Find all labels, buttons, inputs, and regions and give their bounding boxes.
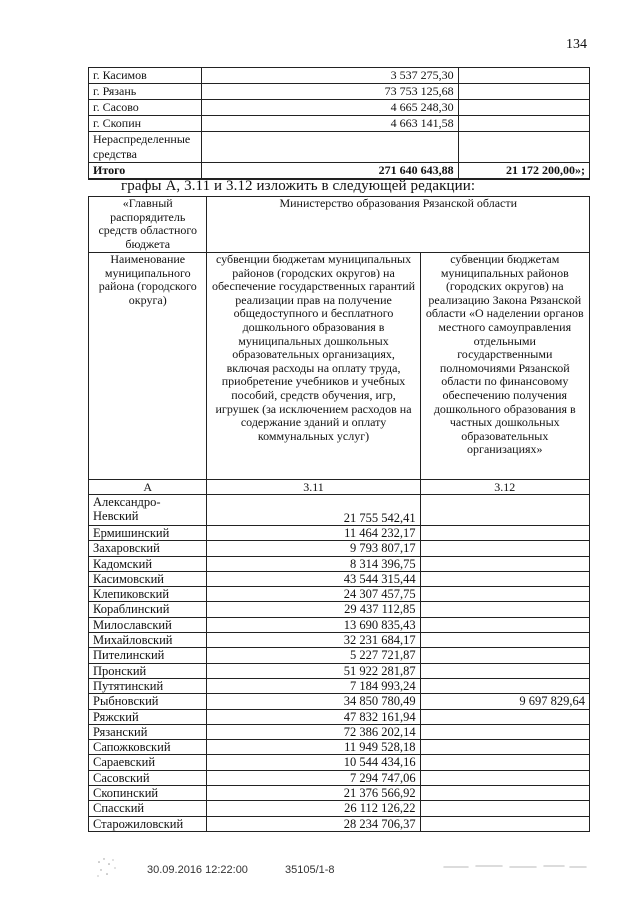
district-name: Сапожковский xyxy=(89,740,207,755)
top-table-total-row xyxy=(89,163,590,180)
top-table xyxy=(88,67,590,180)
district-value-312 xyxy=(420,587,589,602)
district-value-311: 11 949 528,18 xyxy=(207,740,420,755)
total-label: Итого xyxy=(89,163,202,180)
district-row xyxy=(89,541,590,556)
district-value-312 xyxy=(420,541,589,556)
district-name: Захаровский xyxy=(89,541,207,556)
footer-timestamp: 30.09.2016 12:22:00 xyxy=(147,864,248,876)
district-value-312 xyxy=(420,816,589,831)
district-name: Милославский xyxy=(89,617,207,632)
total-extra: 21 172 200,00»; xyxy=(458,163,589,180)
top-row-name: Нераспределенные средства xyxy=(89,132,202,163)
district-value-312 xyxy=(420,678,589,693)
district-name: Рязанский xyxy=(89,724,207,739)
district-name: Кораблинский xyxy=(89,602,207,617)
district-name: Старожиловский xyxy=(89,816,207,831)
district-value-311: 7 184 993,24 xyxy=(207,678,420,693)
district-value-311: 32 231 684,17 xyxy=(207,633,420,648)
district-name: Пителинский xyxy=(89,648,207,663)
district-value-312 xyxy=(420,709,589,724)
subheader-col-a: Наименование муниципального района (городского округа) xyxy=(89,253,207,480)
district-value-311: 8 314 396,75 xyxy=(207,556,420,571)
top-row-name: г. Сасово xyxy=(89,100,202,116)
district-value-311: 29 437 112,85 xyxy=(207,602,420,617)
district-name: Сасовский xyxy=(89,770,207,785)
top-row-name: г. Рязань xyxy=(89,84,202,100)
top-row-extra xyxy=(458,84,589,100)
district-row xyxy=(89,602,590,617)
district-value-312: 9 697 829,64 xyxy=(420,694,589,709)
district-value-311: 9 793 807,17 xyxy=(207,541,420,556)
header-col-a: «Главный распорядитель средств областного бюджета xyxy=(89,197,207,253)
top-row-name: г. Скопин xyxy=(89,116,202,132)
district-value-312 xyxy=(420,770,589,785)
district-row xyxy=(89,587,590,602)
district-row xyxy=(89,709,590,724)
header-row-ministry xyxy=(89,197,590,253)
instruction-text: графы А, 3.11 и 3.12 изложить в следующей редакции: xyxy=(121,178,476,194)
district-name: Михайловский xyxy=(89,633,207,648)
top-row-extra xyxy=(458,116,589,132)
top-row-value xyxy=(201,132,458,163)
top-row-extra xyxy=(458,68,589,84)
top-table-body xyxy=(89,68,590,180)
district-row xyxy=(89,617,590,632)
district-name: Ряжский xyxy=(89,709,207,724)
district-row xyxy=(89,526,590,541)
district-row xyxy=(89,663,590,678)
top-table-row xyxy=(89,100,590,116)
district-name: Клепиковский xyxy=(89,587,207,602)
top-row-value: 73 753 125,68 xyxy=(201,84,458,100)
footer-doc-code: 35105/1-8 xyxy=(285,864,335,876)
district-value-312 xyxy=(420,495,589,526)
total-value: 271 640 643,88 xyxy=(201,163,458,180)
district-value-312 xyxy=(420,602,589,617)
district-row xyxy=(89,786,590,801)
district-value-312 xyxy=(420,801,589,816)
district-value-312 xyxy=(420,571,589,586)
district-value-312 xyxy=(420,648,589,663)
top-table-row xyxy=(89,132,590,163)
district-row xyxy=(89,770,590,785)
district-name: Кадомский xyxy=(89,556,207,571)
top-row-extra xyxy=(458,100,589,116)
district-name: Рыбновский xyxy=(89,694,207,709)
district-value-311: 11 464 232,17 xyxy=(207,526,420,541)
index-311: 3.11 xyxy=(207,480,420,495)
district-row xyxy=(89,801,590,816)
district-row xyxy=(89,633,590,648)
subheader-col-312: субвенции бюджетам муниципальных районов (городских округов) на реализацию Закона Рязанской области «О наделении органов местного самоуправления отдельными государственными полномочиями Рязанской области по финансовому обеспечению получения дошкольного образования в частных дошкольных образовательных организациях» xyxy=(420,253,589,480)
scan-mark-left xyxy=(95,856,125,880)
district-value-312 xyxy=(420,526,589,541)
top-row-value: 3 537 275,30 xyxy=(201,68,458,84)
district-row xyxy=(89,694,590,709)
district-value-312 xyxy=(420,786,589,801)
district-name: Сараевский xyxy=(89,755,207,770)
top-row-extra xyxy=(458,132,589,163)
index-row xyxy=(89,480,590,495)
district-value-311: 28 234 706,37 xyxy=(207,816,420,831)
district-row xyxy=(89,678,590,693)
district-value-312 xyxy=(420,617,589,632)
district-value-312 xyxy=(420,556,589,571)
district-value-311: 5 227 721,87 xyxy=(207,648,420,663)
district-value-311: 26 112 126,22 xyxy=(207,801,420,816)
district-row xyxy=(89,571,590,586)
district-name: Спасский xyxy=(89,801,207,816)
district-value-312 xyxy=(420,755,589,770)
district-value-311: 21 376 566,92 xyxy=(207,786,420,801)
district-name: Ермишинский xyxy=(89,526,207,541)
top-row-value: 4 665 248,30 xyxy=(201,100,458,116)
district-value-311: 13 690 835,43 xyxy=(207,617,420,632)
district-value-311: 10 544 434,16 xyxy=(207,755,420,770)
top-row-name: г. Касимов xyxy=(89,68,202,84)
index-a: А xyxy=(89,480,207,495)
top-row-value: 4 663 141,58 xyxy=(201,116,458,132)
faint-stamp-right xyxy=(440,860,590,874)
district-name: Александро- Невский xyxy=(89,495,207,526)
district-value-311: 72 386 202,14 xyxy=(207,724,420,739)
district-row xyxy=(89,816,590,831)
district-value-311: 21 755 542,41 xyxy=(207,495,420,526)
subheader-col-311: субвенции бюджетам муниципальных районов (городских округов) на обеспечение государственных гарантий реализации прав на получение общедоступного и бесплатного дошкольного образования в муниципальных дошкольных образовательных организациях, включая расходы на оплату труда, приобретение учебников и учебных пособий, средств обучения, игр, игрушек (за исключением расходов на содержание зданий и оплату коммунальных услуг) xyxy=(207,253,420,480)
district-row xyxy=(89,724,590,739)
district-name: Скопинский xyxy=(89,786,207,801)
district-value-312 xyxy=(420,740,589,755)
district-row xyxy=(89,495,590,526)
district-value-311: 43 544 315,44 xyxy=(207,571,420,586)
district-value-312 xyxy=(420,724,589,739)
main-table-body xyxy=(89,197,590,832)
district-value-312 xyxy=(420,633,589,648)
district-value-311: 47 832 161,94 xyxy=(207,709,420,724)
top-table-row xyxy=(89,68,590,84)
district-value-311: 24 307 457,75 xyxy=(207,587,420,602)
header-ministry: Министерство образования Рязанской области xyxy=(207,197,590,253)
top-table-row xyxy=(89,116,590,132)
district-row xyxy=(89,740,590,755)
district-row xyxy=(89,556,590,571)
top-table-row xyxy=(89,84,590,100)
header-row-columns xyxy=(89,253,590,480)
district-value-312 xyxy=(420,663,589,678)
district-name: Касимовский xyxy=(89,571,207,586)
district-row xyxy=(89,755,590,770)
district-name: Пронский xyxy=(89,663,207,678)
district-value-311: 34 850 780,49 xyxy=(207,694,420,709)
main-table xyxy=(88,196,590,832)
page-number: 134 xyxy=(566,37,587,52)
index-312: 3.12 xyxy=(420,480,589,495)
district-value-311: 51 922 281,87 xyxy=(207,663,420,678)
district-row xyxy=(89,648,590,663)
district-name: Путятинский xyxy=(89,678,207,693)
district-value-311: 7 294 747,06 xyxy=(207,770,420,785)
